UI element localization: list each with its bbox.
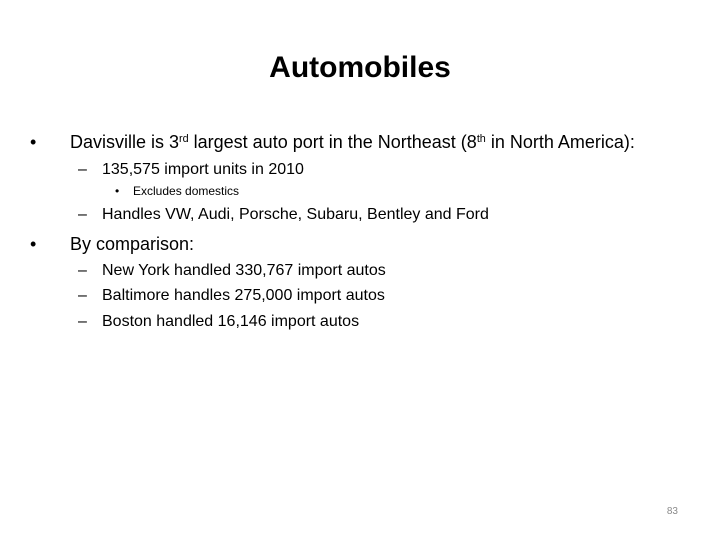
bullet-marker: • [115,184,120,198]
slide-title: Automobiles [269,51,451,84]
dash-marker: – [78,161,87,178]
dash-marker: – [78,313,87,330]
sub-bullet-text: Boston handled 16,146 import autos [102,313,360,330]
sub-bullet-text: Baltimore handles 275,000 import autos [102,287,385,304]
bullet-marker: • [30,132,37,152]
bullet-text: Davisville is 3rd largest auto port in the Northeast (8th in North America): [70,132,635,152]
bullet-marker: • [30,234,37,254]
page-number: 83 [666,506,678,517]
dash-marker: – [78,262,87,279]
dash-marker: – [78,206,87,223]
sub-bullet-text: New York handled 330,767 import autos [102,262,386,279]
sub-bullet-text: Handles VW, Audi, Porsche, Subaru, Bentley and Ford [102,206,489,223]
sub-sub-bullet-text: Excludes domestics [133,184,240,198]
dash-marker: – [78,287,87,304]
sub-bullet-text: 135,575 import units in 2010 [102,161,304,178]
bullet-text: By comparison: [70,234,195,254]
